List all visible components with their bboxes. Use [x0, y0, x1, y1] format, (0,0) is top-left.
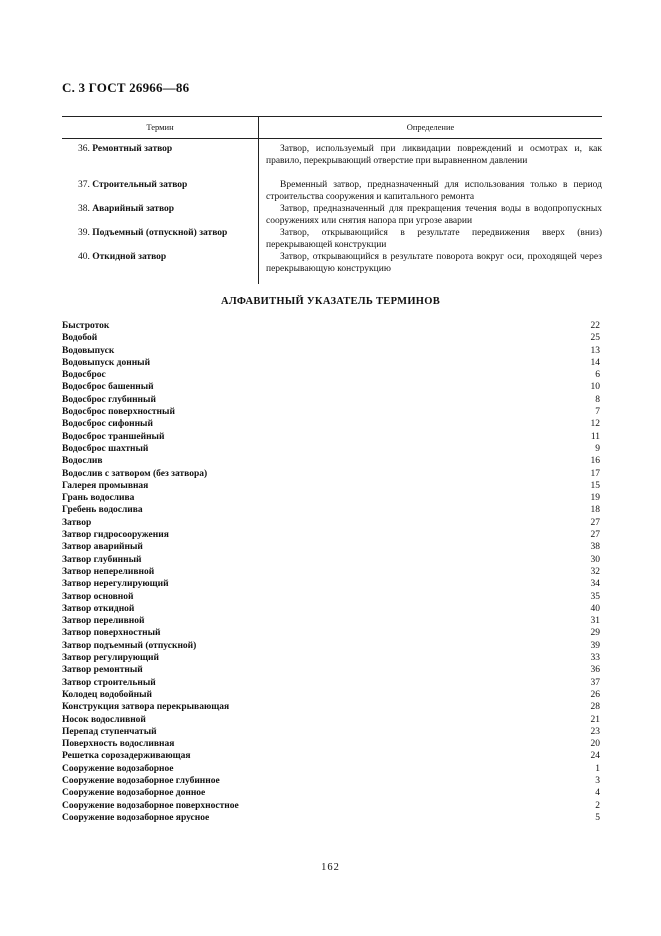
- index-term: Сооружение водозаборное глубинное: [62, 775, 220, 786]
- index-term-number: 33: [590, 653, 600, 664]
- index-term-number: 32: [590, 566, 600, 577]
- index-term: Грань водослива: [62, 493, 135, 504]
- term-number: 36.: [78, 144, 90, 154]
- index-term-number: 20: [590, 739, 600, 750]
- index-term-number: 25: [590, 333, 600, 344]
- definition-cell: Затвор, открывающийся в результате передвижения вверх (вниз) перекрывающей конструкции: [266, 228, 602, 250]
- index-term: Водобой: [62, 333, 98, 344]
- index-term: Быстроток: [62, 321, 110, 331]
- index-entry: [62, 664, 600, 676]
- index-term: Носок водосливной: [62, 714, 146, 725]
- index-entry: [62, 677, 600, 689]
- index-term-number: 10: [590, 382, 600, 393]
- term-number: 39.: [78, 228, 90, 238]
- index-entry: [62, 714, 600, 726]
- index-entry: [62, 529, 600, 541]
- index-entry: [62, 369, 600, 381]
- index-term: Затвор подъемный (отпускной): [62, 640, 197, 651]
- index-title: АЛФАВИТНЫЙ УКАЗАТЕЛЬ ТЕРМИНОВ: [220, 296, 441, 307]
- index-term: Затвор аварийный: [62, 542, 143, 553]
- definition-cell: Затвор, используемый при ликвидации повреждений и осмотрах и, как правило, перекрывающий отверстие при выравненном давлении: [266, 144, 602, 166]
- index-term-number: 4: [595, 788, 600, 799]
- index-term: Сооружение водозаборное донное: [62, 788, 206, 799]
- index-term-number: 9: [595, 443, 600, 454]
- index-entry: [62, 443, 600, 455]
- index-term-number: 39: [590, 640, 600, 651]
- index-entry: [62, 468, 600, 480]
- index-term-number: 40: [590, 603, 600, 614]
- column-divider: [258, 116, 259, 284]
- index-entry: [62, 381, 600, 393]
- index-term: Затвор поверхностный: [62, 628, 161, 639]
- index-entry: [62, 418, 600, 430]
- index-term: Колодец водобойный: [62, 689, 153, 700]
- index-entry: [62, 554, 600, 566]
- index-term-number: 16: [590, 456, 600, 467]
- index-term-number: 12: [590, 419, 600, 430]
- index-term: Затвор строительный: [62, 677, 156, 688]
- index-entry: [62, 357, 600, 369]
- table-header: [62, 116, 602, 139]
- page-number: 162: [321, 862, 340, 873]
- index-term-number: 38: [590, 542, 600, 553]
- index-term: Водосброс башенный: [62, 382, 154, 393]
- index-entry: [62, 603, 600, 615]
- index-term-number: 35: [590, 591, 600, 602]
- index-term: Решетка сорозадерживающая: [62, 751, 191, 762]
- term-name: Строительный затвор: [92, 180, 188, 190]
- column-header-definition: Определение: [406, 122, 455, 132]
- index-term-number: 26: [590, 689, 600, 700]
- term-number: 40.: [78, 252, 90, 262]
- index-entry: [62, 652, 600, 664]
- term-cell: [78, 251, 258, 263]
- index-term-number: 34: [590, 579, 600, 590]
- index-term: Конструкция затвора перекрывающая: [62, 702, 230, 713]
- index-entry: [62, 406, 600, 418]
- index-entry: [62, 566, 600, 578]
- index-entry: [62, 787, 600, 799]
- index-entry: [62, 578, 600, 590]
- index-term-number: 3: [595, 775, 600, 786]
- index-entry: [62, 800, 600, 812]
- index-entry: [62, 504, 600, 516]
- index-term: Затвор переливной: [62, 616, 145, 627]
- column-header-term: Термин: [146, 122, 174, 132]
- index-entry: [62, 431, 600, 443]
- index-entry: [62, 640, 600, 652]
- index-entry: [62, 726, 600, 738]
- index-term: Водосброс: [62, 370, 106, 381]
- index-term: Затвор регулирующий: [62, 653, 159, 664]
- term-name: Аварийный затвор: [92, 204, 175, 214]
- index-entry: [62, 701, 600, 713]
- index-entry: [62, 345, 600, 357]
- index-entry: [62, 591, 600, 603]
- index-term-number: 5: [595, 812, 600, 823]
- index-term: Водовыпуск донный: [62, 357, 151, 368]
- index-entry: [62, 812, 600, 824]
- index-term: Затвор глубинный: [62, 554, 142, 565]
- index-entry: [62, 492, 600, 504]
- document-header: С. 3 ГОСТ 26966—86: [62, 80, 190, 95]
- term-cell: [78, 203, 258, 215]
- index-term-number: 2: [595, 800, 600, 811]
- index-entry: [62, 615, 600, 627]
- definition-cell: Затвор, открывающийся в результате поворота вокруг оси, проходящей через перекрывающую конструкцию: [266, 252, 602, 274]
- index-term: Водосброс траншейный: [62, 431, 165, 442]
- index-term-number: 6: [595, 370, 600, 381]
- index-term: Водослив: [62, 456, 103, 467]
- index-entry: [62, 394, 600, 406]
- index-term: Водосброс сифонный: [62, 419, 153, 430]
- index-entry: [62, 480, 600, 492]
- index-term: Водосброс глубинный: [62, 394, 156, 405]
- index-term: Затвор основной: [62, 591, 134, 602]
- index-term-number: 31: [590, 616, 600, 627]
- index-term: Сооружение водозаборное поверхностное: [62, 800, 239, 811]
- index-term-number: 28: [590, 702, 600, 713]
- index-term: Затвор откидной: [62, 603, 135, 614]
- terms-table: [62, 116, 602, 274]
- index-term: Водовыпуск: [62, 345, 115, 356]
- index-term-number: 13: [590, 345, 600, 356]
- index-entry: [62, 689, 600, 701]
- index-term: Затвор нерегулирующий: [62, 579, 169, 590]
- index-term-number: 30: [590, 554, 600, 565]
- index-entry: [62, 517, 600, 529]
- index-term-number: 37: [590, 677, 600, 688]
- index-term: Затвор гидросооружения: [62, 530, 169, 541]
- index-term-number: 27: [590, 517, 600, 528]
- term-cell: [78, 179, 258, 191]
- index-term-number: 24: [590, 751, 600, 762]
- index-term: Сооружение водозаборное: [62, 763, 174, 774]
- index-term: Затвор ремонтный: [62, 665, 143, 676]
- index-term-number: 18: [590, 505, 600, 516]
- index-term-number: 23: [590, 726, 600, 737]
- index-term-number: 7: [595, 407, 600, 418]
- index-entry: [62, 775, 600, 787]
- index-term: Водосброс поверхностный: [62, 407, 175, 418]
- index-entry: [62, 541, 600, 553]
- index-term-number: 22: [590, 321, 600, 331]
- term-name: Откидной затвор: [92, 252, 167, 262]
- alphabetical-index: [62, 320, 600, 824]
- term-number: 37.: [78, 180, 90, 190]
- index-term-number: 15: [590, 480, 600, 491]
- index-term: Сооружение водозаборное ярусное: [62, 812, 210, 823]
- index-entry: [62, 320, 600, 332]
- index-term: Затвор: [62, 517, 92, 528]
- index-term-number: 14: [590, 357, 600, 368]
- index-term: Поверхность водосливная: [62, 739, 175, 750]
- index-term-number: 36: [590, 665, 600, 676]
- index-term-number: 8: [595, 394, 600, 405]
- index-term: Галерея промывная: [62, 480, 149, 491]
- index-term-number: 19: [590, 493, 600, 504]
- index-term-number: 21: [590, 714, 600, 725]
- index-term: Затвор непереливной: [62, 566, 155, 577]
- index-entry: [62, 750, 600, 762]
- index-entry: [62, 763, 600, 775]
- index-term: Перепад ступенчатый: [62, 726, 157, 737]
- index-term-number: 11: [590, 431, 600, 442]
- index-term: Водослив с затвором (без затвора): [62, 468, 208, 479]
- term-name: Подъемный (отпускной) затвор: [92, 228, 228, 238]
- index-entry: [62, 332, 600, 344]
- index-entry: [62, 455, 600, 467]
- term-cell: [78, 227, 258, 239]
- index-term-number: 17: [590, 468, 600, 479]
- index-term-number: 1: [595, 763, 600, 774]
- definition-cell: Временный затвор, предназначенный для использования только в период строительства сооружения и капитального ремонта: [266, 180, 602, 202]
- term-cell: [78, 143, 258, 155]
- index-entry: [62, 738, 600, 750]
- index-term: Водосброс шахтный: [62, 443, 149, 454]
- term-number: 38.: [78, 204, 90, 214]
- index-term-number: 29: [590, 628, 600, 639]
- index-term: Гребень водослива: [62, 505, 143, 516]
- index-term-number: 27: [590, 530, 600, 541]
- index-entry: [62, 627, 600, 639]
- definition-cell: Затвор, предназначенный для прекращения течения воды в водопропускных сооружениях или снятия напора при угрозе аварии: [266, 204, 602, 226]
- term-name: Ремонтный затвор: [92, 144, 173, 154]
